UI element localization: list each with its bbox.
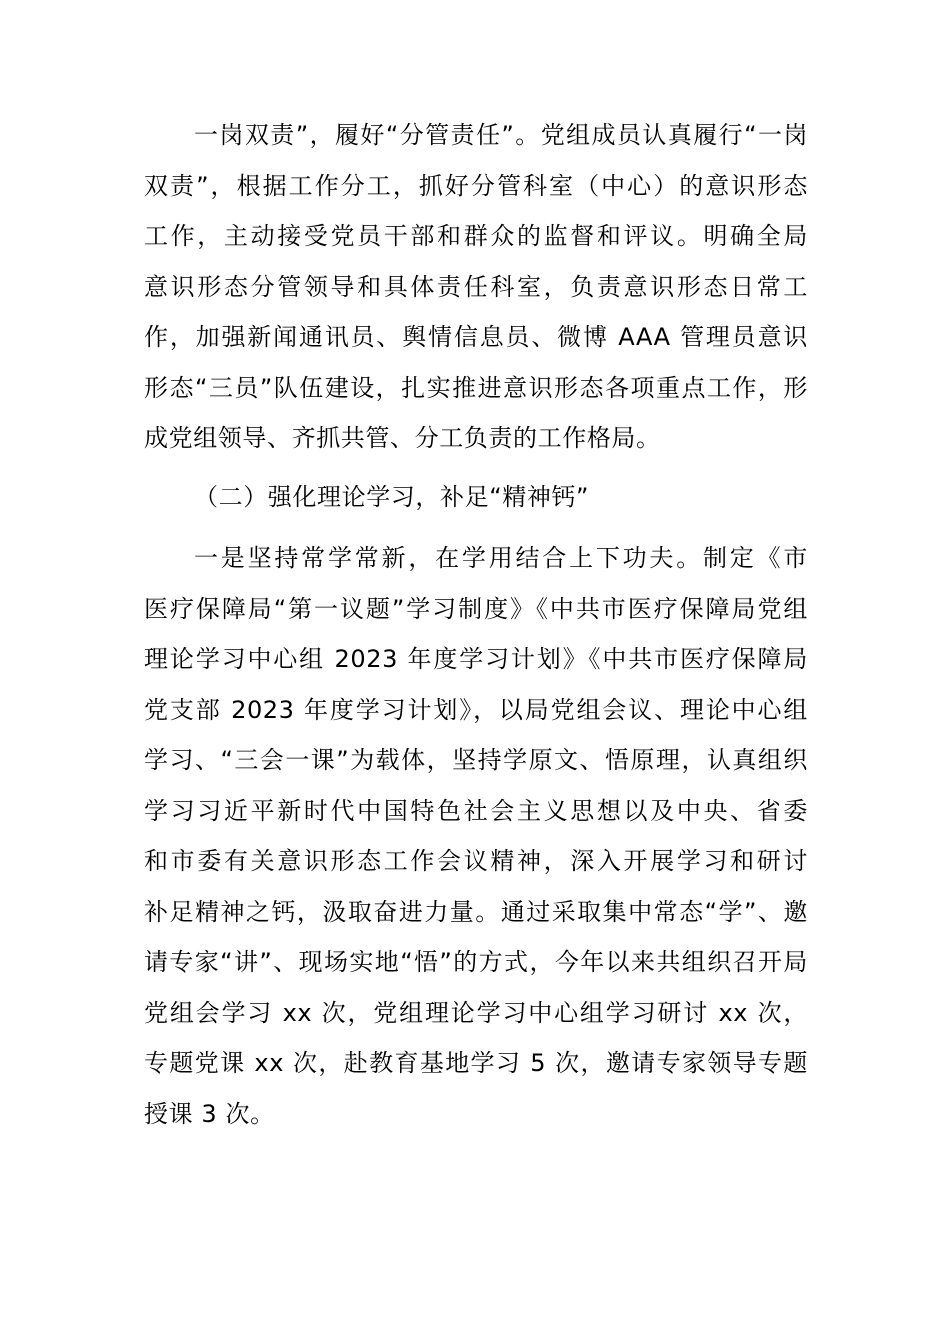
text-line: 党组会学习 xx 次，党组理论学习中心组学习研讨 xx 次， <box>144 998 808 1027</box>
section-heading <box>144 472 808 523</box>
text-line: 意识形态分管领导和具体责任科室，负责意识形态日常工 <box>144 272 808 301</box>
text-line: 作，加强新闻通讯员、舆情信息员、微博 AAA 管理员意识 <box>144 323 808 351</box>
text-line: 专题党课 xx 次，赴教育基地学习 5 次，邀请专家领导专题 <box>144 1049 808 1077</box>
paragraph-responsibility <box>144 110 808 464</box>
text-line: 形态“三员”队伍建设，扎实推进意识形态各项重点工作，形 <box>144 373 808 402</box>
text-line: 医疗保障局“第一议题”学习制度》《中共市医疗保障局党组 <box>144 594 808 623</box>
paragraph-theory-study <box>144 533 808 1139</box>
text-line: 党支部 2023 年度学习计划》，以局党组会议、理论中心组 <box>144 695 808 724</box>
text-line: 一是坚持常学常新，在学用结合上下功夫。制定《市 <box>194 544 808 572</box>
text-line: 理论学习中心组 2023 年度学习计划》《中共市医疗保障局 <box>144 645 808 673</box>
text-line: 补足精神之钙，汲取奋进力量。通过采取集中常态“学”、邀 <box>144 897 808 926</box>
text-line: 工作，主动接受党员干部和群众的监督和评议。明确全局 <box>144 222 808 250</box>
text-line: 双责”，根据工作分工，抓好分管科室（中心）的意识形态 <box>144 171 808 200</box>
text-line: 一岗双责”，履好“分管责任”。党组成员认真履行“一岗 <box>194 121 808 149</box>
text-line: 学习、“三会一课”为载体，坚持学原文、悟原理，认真组织 <box>144 746 808 774</box>
heading-line: （二）强化理论学习，补足“精神钙” <box>194 483 590 511</box>
text-line: 成党组领导、齐抓共管、分工负责的工作格局。 <box>144 424 661 452</box>
text-line: 请专家“讲”、现场实地“悟”的方式，今年以来共组织召开局 <box>144 948 808 976</box>
text-line: 授课 3 次。 <box>144 1099 275 1128</box>
text-line: 学习习近平新时代中国特色社会主义思想以及中央、省委 <box>144 796 808 825</box>
text-line: 和市委有关意识形态工作会议精神，深入开展学习和研讨 <box>144 847 808 875</box>
